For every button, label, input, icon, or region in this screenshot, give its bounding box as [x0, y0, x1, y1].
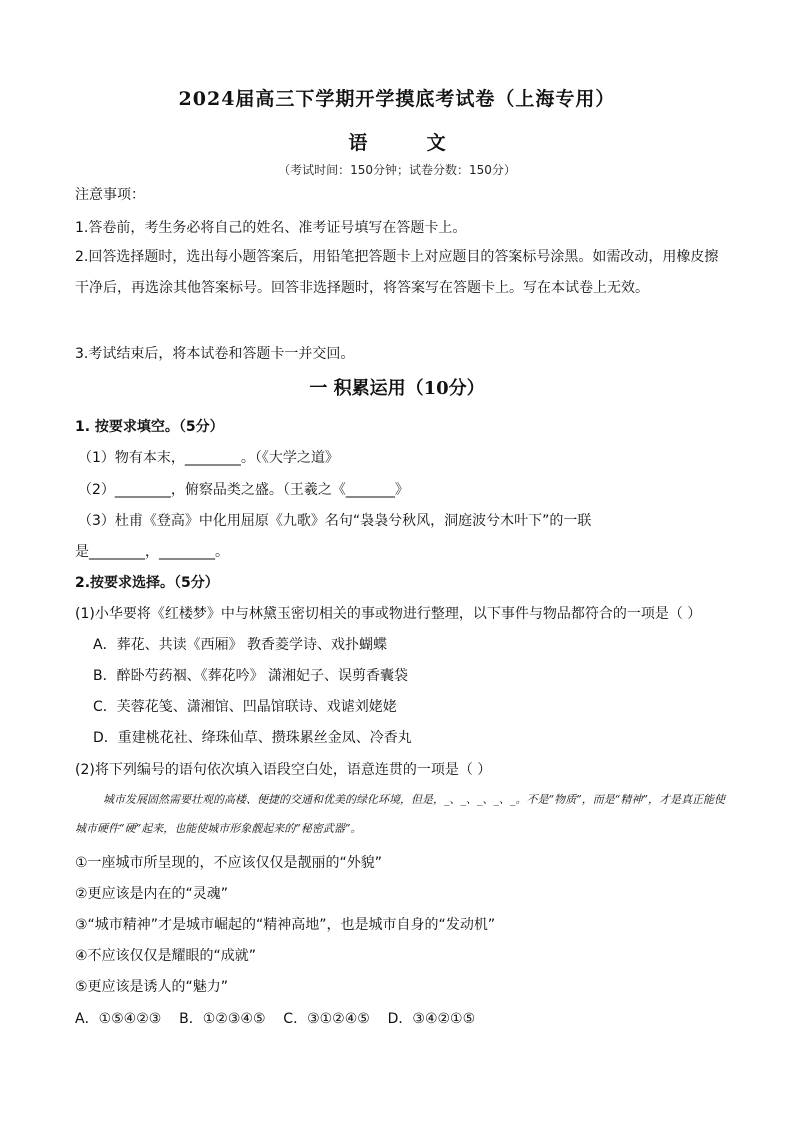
option-b: B．醉卧芍药裀、《葬花吟》 潇湘妃子、误剪香囊袋	[93, 668, 409, 684]
question-1-heading: 1. 按要求填空。（5分）	[75, 419, 224, 435]
question-2-part-1: (1)小华要将《红楼梦》中与林黛玉密切相关的事或物进行整理，以下事件与物品都符合的一项是（ ）	[75, 606, 702, 622]
option-d: D．重建桃花社、绛珠仙草、攒珠累丝金凤、冷香丸	[93, 730, 412, 746]
sentence-5: ⑤更应该是诱人的“魅力”	[75, 979, 229, 995]
question-1-item-1: （1）物有本末，________。（《大学之道》	[78, 450, 339, 466]
answer-choices: A．①⑤④②③ B．①②③④⑤ C．③①②④⑤ D．③④②①⑤	[75, 1011, 476, 1027]
notice-item-1: 1.答卷前，考生务必将自己的姓名、准考证号填写在答题卡上。	[75, 220, 467, 236]
sentence-3: ③“城市精神”才是城市崛起的“精神高地”，也是城市自身的“发动机”	[75, 917, 496, 933]
subject-char-1: 语	[348, 132, 368, 154]
notice-heading: 注意事项：	[75, 187, 145, 203]
subject-char-2: 文	[426, 132, 446, 154]
page-title: 2024届高三下学期开学摸底考试卷（上海专用）	[178, 88, 616, 110]
passage-text: 城市发展固然需要壮观的高楼、便捷的交通和优美的绿化环境，但是，_、_、_、_、_。不是“物质”，而是“精神”，才是真正能使城市硬件“硬”起来，也能使城市形象靓起来的“秘密武器”。	[75, 793, 725, 835]
sentence-2: ②更应该是内在的“灵魂”	[75, 886, 229, 902]
question-1-item-3: （3）杜甫《登高》中化用屈原《九歌》名句“袅袅兮秋风，洞庭波兮木叶下”的一联	[78, 513, 592, 529]
question-2-heading: 2.按要求选择。（5分）	[75, 575, 219, 591]
sentence-4: ④不应该仅仅是耀眼的“成就”	[75, 948, 257, 964]
section-title: 一 积累运用（10分）	[309, 378, 485, 399]
question-1-item-3-cont: 是________，________。	[75, 544, 229, 560]
notice-item-3: 3.考试结束后，将本试卷和答题卡一并交回。	[75, 346, 355, 362]
option-a: A．葬花、共读《西厢》 教香菱学诗、戏扑蝴蝶	[93, 637, 388, 653]
question-1-item-2: （2）________，俯察品类之盛。（王羲之《_______》	[78, 482, 409, 498]
subject-title	[0, 128, 794, 155]
exam-info: （考试时间：150分钟；试卷分数：150分）	[278, 163, 516, 177]
question-2-part-2: (2)将下列编号的语句依次填入语段空白处，语意连贯的一项是（ ）	[75, 762, 492, 778]
option-c: C．芙蓉花笺、潇湘馆、凹晶馆联诗、戏谑刘姥姥	[93, 699, 397, 715]
notice-item-2: 2.回答选择题时，选出每小题答案后，用铅笔把答题卡上对应题目的答案标号涂黑。如需改动，用橡皮擦干净后，再选涂其他答案标号。回答非选择题时，将答案写在答题卡上。写在本试卷上无效。	[75, 249, 719, 296]
sentence-1: ①一座城市所呈现的，不应该仅仅是靓丽的“外貌”	[75, 855, 383, 871]
